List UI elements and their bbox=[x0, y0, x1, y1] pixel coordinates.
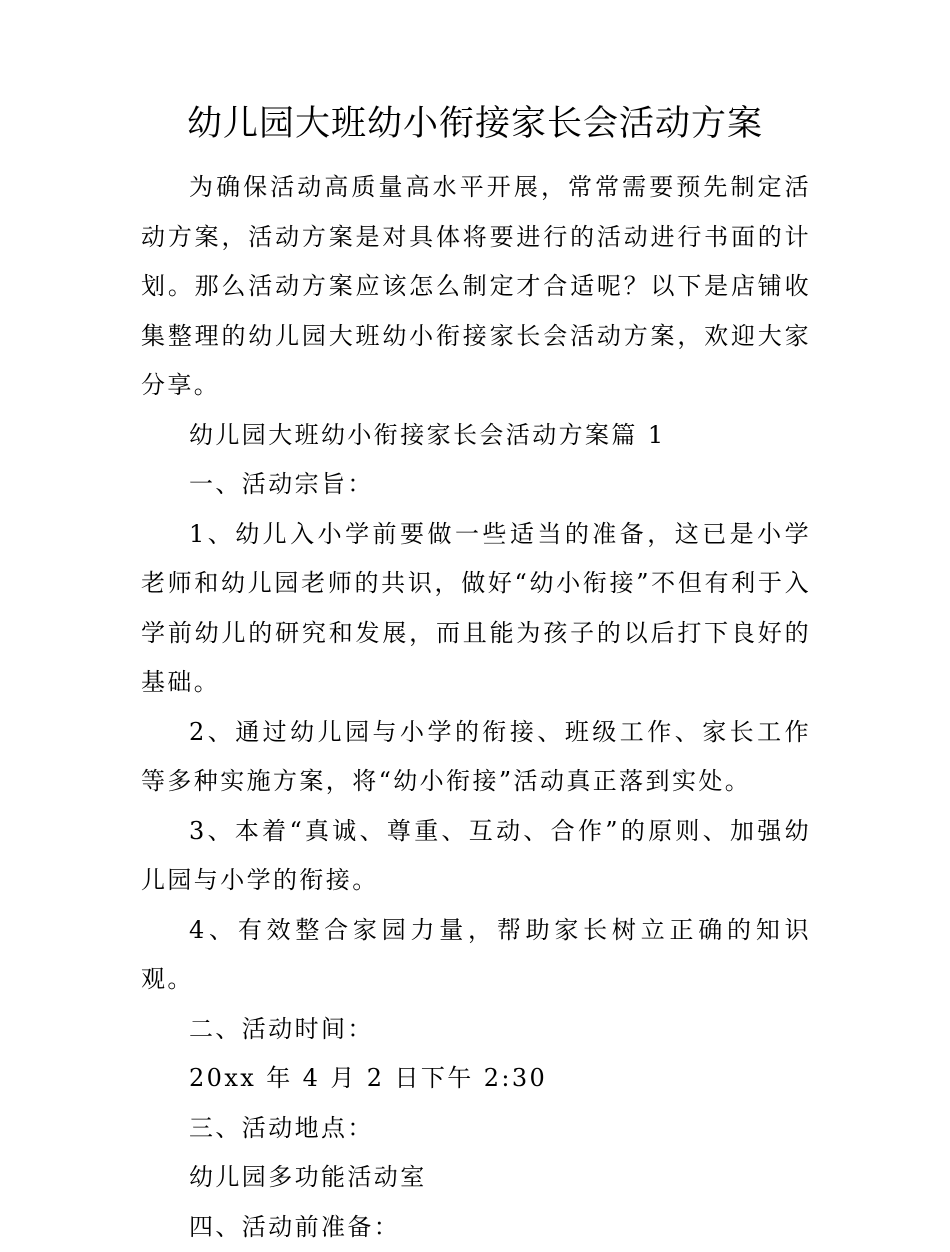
purpose-item-1: 1、幼儿入小学前要做一些适当的准备，这已是小学老师和幼儿园老师的共识，做好“幼小衔接”不但有利于入学前幼儿的研究和发展，而且能为孩子的以后打下良好的基础。 bbox=[141, 510, 811, 708]
document-title: 幼儿园大班幼小衔接家长会活动方案 bbox=[0, 98, 950, 150]
purpose-item-2: 2、通过幼儿园与小学的衔接、班级工作、家长工作等多种实施方案，将“幼小衔接”活动真正落到实处。 bbox=[141, 708, 811, 807]
heading-activity-location: 三、活动地点： bbox=[141, 1104, 811, 1154]
section-heading-plan-1: 幼儿园大班幼小衔接家长会活动方案篇 1 bbox=[141, 411, 811, 461]
intro-paragraph: 为确保活动高质量高水平开展，常常需要预先制定活动方案，活动方案是对具体将要进行的活动进行书面的计划。那么活动方案应该怎么制定才合适呢？以下是店铺收集整理的幼儿园大班幼小衔接家长会活动方案，欢迎大家分享。 bbox=[141, 163, 811, 411]
heading-preparation: 四、活动前准备： bbox=[141, 1203, 811, 1252]
heading-activity-time: 二、活动时间： bbox=[141, 1005, 811, 1055]
purpose-item-3: 3、本着“真诚、尊重、互动、合作”的原则、加强幼儿园与小学的衔接。 bbox=[141, 807, 811, 906]
heading-activity-purpose: 一、活动宗旨： bbox=[141, 460, 811, 510]
activity-time-value: 20xx 年 4 月 2 日下午 2:30 bbox=[141, 1054, 811, 1104]
activity-location-value: 幼儿园多功能活动室 bbox=[141, 1153, 811, 1203]
document-body bbox=[141, 163, 811, 1252]
purpose-item-4: 4、有效整合家园力量，帮助家长树立正确的知识观。 bbox=[141, 906, 811, 1005]
